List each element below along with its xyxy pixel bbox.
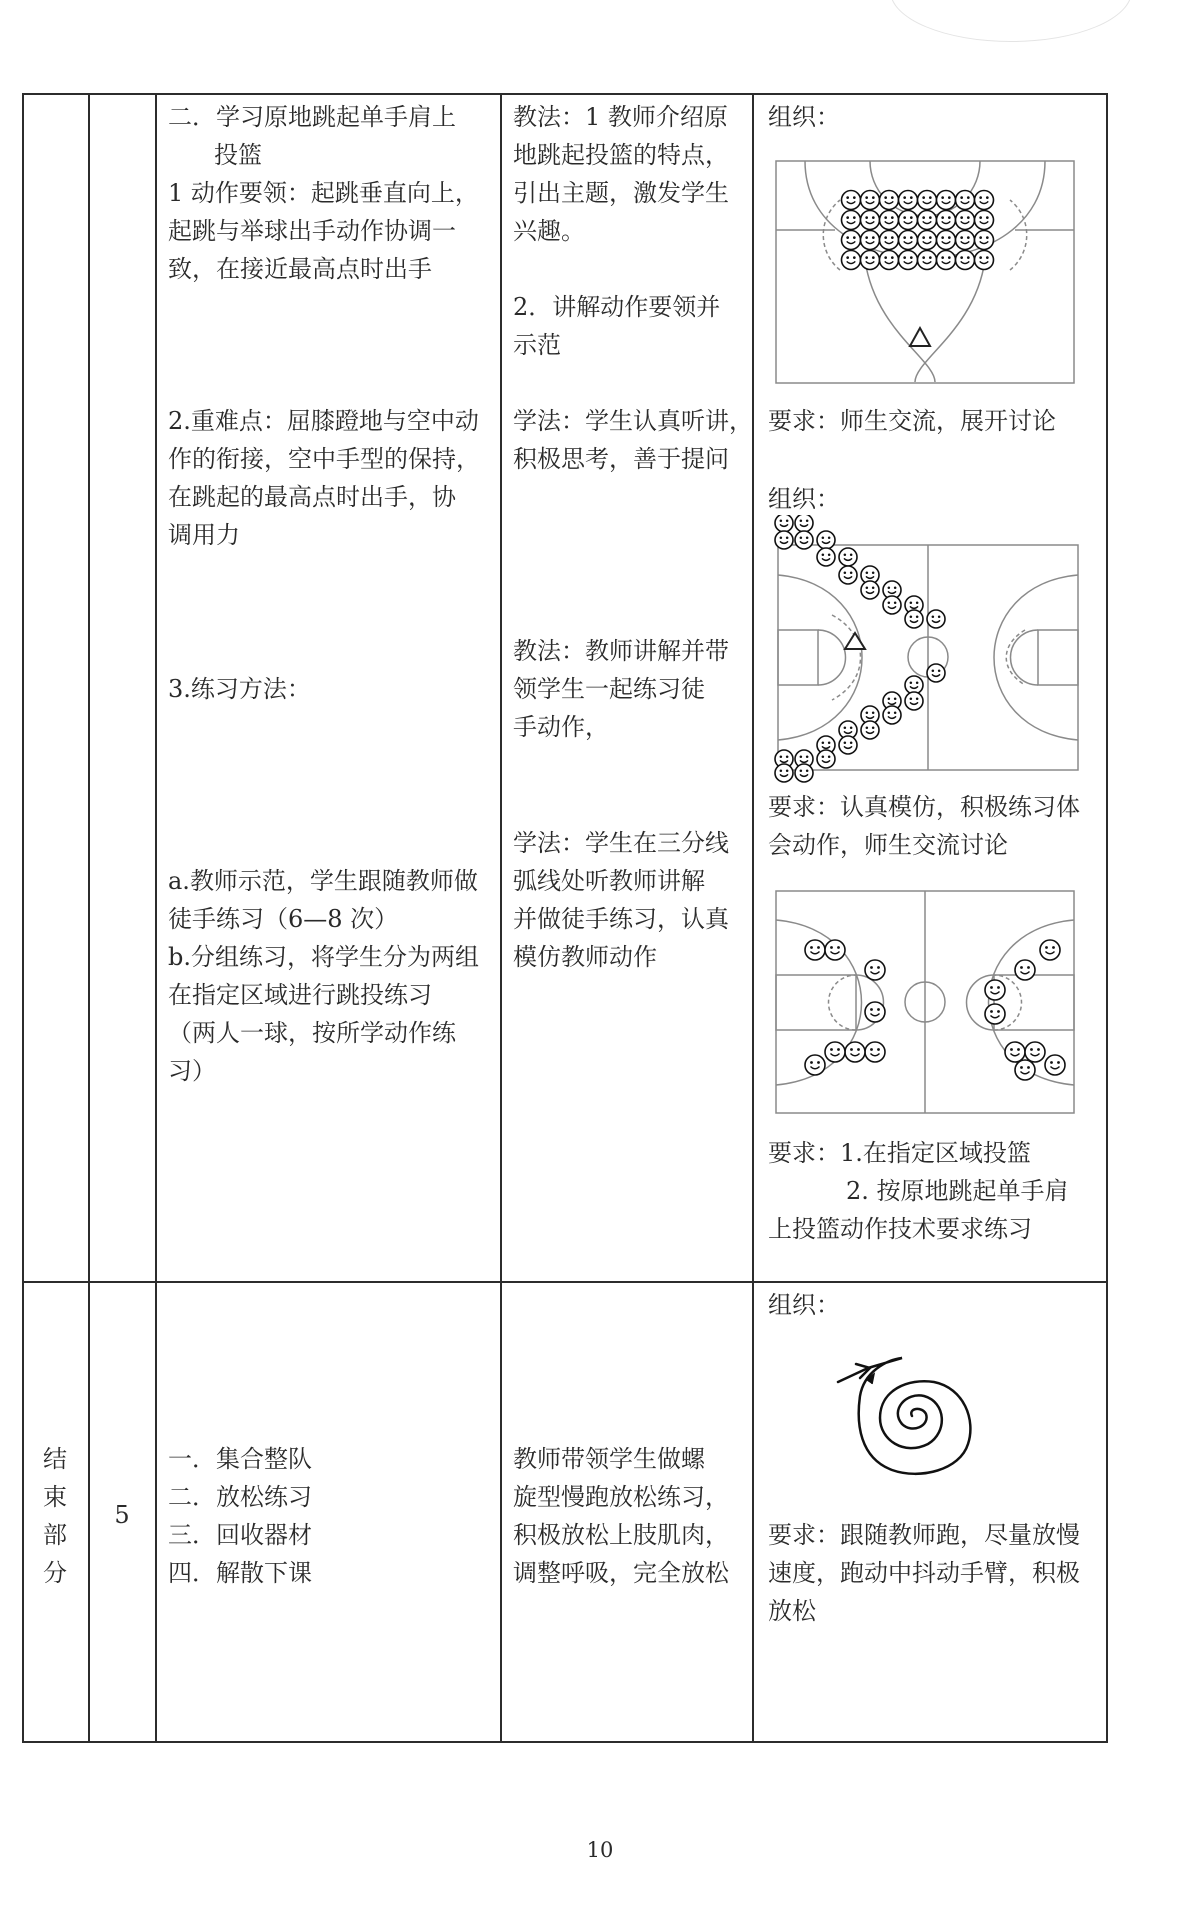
student-face-icon — [861, 231, 880, 250]
method-line: 弧线处听教师讲解 — [513, 867, 705, 895]
key-area — [776, 975, 856, 1030]
lesson-title: 二．学习原地跳起单手肩上 — [168, 103, 456, 131]
student-face-icon — [861, 581, 879, 599]
student-face-icon — [956, 191, 975, 210]
practice-line: 徒手练习（6—8 次） — [168, 905, 399, 933]
method-line: 积极放松上肢肌肉， — [513, 1521, 729, 1549]
spiral-path — [859, 1358, 971, 1474]
teacher-triangle-icon — [910, 328, 930, 346]
student-face-icon — [805, 1055, 825, 1075]
student-face-icon — [1005, 1042, 1025, 1062]
section-char: 结 — [43, 1445, 67, 1473]
student-face-icon — [1040, 940, 1060, 960]
keypoints-line: 2.重难点：屈膝蹬地与空中动 — [168, 407, 479, 435]
student-group — [842, 191, 994, 270]
student-face-icon — [865, 960, 885, 980]
student-face-icon — [905, 610, 923, 628]
practice-line: a.教师示范，学生跟随教师做 — [168, 867, 478, 895]
minutes-value: 5 — [114, 1501, 130, 1529]
table-top-border — [22, 93, 1108, 95]
student-face-icon — [842, 251, 861, 270]
student-face-icon — [861, 211, 880, 230]
student-face-icon — [1015, 960, 1035, 980]
method-line: 地跳起投篮的特点， — [513, 141, 729, 169]
practice-title: 3.练习方法： — [168, 675, 311, 703]
student-face-icon — [975, 211, 994, 230]
row-divider — [22, 1281, 1108, 1283]
org-label: 组织： — [768, 1291, 840, 1319]
practice-line: b.分组练习，将学生分为两组 — [168, 943, 479, 971]
essentials-line: 致，在接近最高点时出手 — [168, 255, 432, 283]
key-area — [994, 975, 1074, 1030]
col-border — [88, 93, 90, 1743]
background-arc — [890, 0, 1132, 42]
student-face-icon — [795, 515, 813, 532]
closing-item: 一．集合整队 — [168, 1445, 312, 1473]
page-number: 10 — [586, 1838, 614, 1862]
teacher-triangle-icon — [845, 633, 865, 649]
dashed-arc — [1010, 200, 1027, 270]
student-face-icon — [918, 191, 937, 210]
dashed-arc — [1006, 630, 1025, 685]
method-line: 学法：学生在三分线 — [513, 829, 729, 857]
student-face-icon — [918, 231, 937, 250]
lesson-title-cont: 投篮 — [214, 141, 262, 169]
student-face-icon — [899, 191, 918, 210]
court-diagram-3 — [775, 890, 1077, 1120]
requirement-text: 要求：跟随教师跑，尽量放慢 — [768, 1521, 1080, 1549]
method-line: 手动作， — [513, 713, 609, 741]
keypoints-line: 调用力 — [168, 521, 240, 549]
section-char: 部 — [43, 1521, 67, 1549]
student-face-icon — [937, 251, 956, 270]
student-face-icon — [1025, 1042, 1045, 1062]
practice-line: 习） — [168, 1057, 216, 1085]
student-face-icon — [880, 191, 899, 210]
student-face-icon — [937, 231, 956, 250]
student-face-icon — [880, 251, 899, 270]
student-face-icon — [918, 211, 937, 230]
method-line: 并做徒手练习，认真 — [513, 905, 729, 933]
student-face-icon — [899, 251, 918, 270]
section-char: 分 — [43, 1559, 67, 1587]
dashed-arc — [829, 975, 857, 1030]
requirement-text: 要求：师生交流，展开讨论 — [768, 407, 1056, 435]
requirement-text: 上投篮动作技术要求练习 — [768, 1215, 1032, 1243]
student-face-icon — [817, 750, 835, 768]
requirement-text: 速度，跑动中抖动手臂，积极 — [768, 1559, 1080, 1587]
student-face-icon — [817, 548, 835, 566]
court-diagram-2 — [770, 515, 1080, 785]
court-diagram-1 — [775, 160, 1075, 386]
student-face-icon — [817, 531, 835, 549]
student-face-icon — [880, 211, 899, 230]
student-face-icon — [1045, 1055, 1065, 1075]
method-line: 教法：教师讲解并带 — [513, 637, 729, 665]
student-face-icon — [865, 1042, 885, 1062]
method-line: 模仿教师动作 — [513, 943, 657, 971]
col-border — [22, 93, 24, 1743]
requirement-text: 要求：1.在指定区域投篮 — [768, 1139, 1031, 1167]
student-face-icon — [927, 664, 945, 682]
org-label: 组织： — [768, 485, 840, 513]
student-face-icon — [883, 706, 901, 724]
student-face-icon — [956, 231, 975, 250]
method-line: 调整呼吸，完全放松 — [513, 1559, 729, 1587]
closing-item: 四．解散下课 — [168, 1559, 312, 1587]
student-face-icon — [839, 736, 857, 754]
free-throw-arc — [818, 630, 846, 685]
closing-item: 三．回收器材 — [168, 1521, 312, 1549]
practice-line: （两人一球，按所学动作练 — [168, 1019, 456, 1047]
student-face-icon — [899, 231, 918, 250]
student-face-icon — [839, 566, 857, 584]
student-face-icon — [825, 1042, 845, 1062]
keypoints-line: 作的衔接，空中手型的保持， — [168, 445, 480, 473]
student-face-icon — [861, 721, 879, 739]
student-face-icon — [795, 764, 813, 782]
method-line: 教师带领学生做螺 — [513, 1445, 705, 1473]
method-line: 2．讲解动作要领并 — [513, 293, 721, 321]
method-line: 积极思考，善于提问 — [513, 445, 729, 473]
student-face-icon — [775, 764, 793, 782]
student-face-icon — [905, 692, 923, 710]
method-line: 旋型慢跑放松练习， — [513, 1483, 729, 1511]
col-border — [1106, 93, 1108, 1743]
student-face-icon — [880, 231, 899, 250]
student-face-icon — [937, 191, 956, 210]
student-face-icon — [927, 610, 945, 628]
closing-item: 二．放松练习 — [168, 1483, 312, 1511]
col-border — [752, 93, 754, 1743]
col-border — [155, 93, 157, 1743]
table-bottom-border — [22, 1741, 1108, 1743]
student-face-icon — [861, 251, 880, 270]
student-face-icon — [883, 596, 901, 614]
student-face-icon — [842, 231, 861, 250]
method-line: 领学生一起练习徒 — [513, 675, 705, 703]
student-face-icon — [899, 211, 918, 230]
essentials-line: 1 动作要领：起跳垂直向上， — [168, 179, 479, 207]
student-face-icon — [842, 211, 861, 230]
spiral-run-icon — [830, 1348, 990, 1478]
student-face-icon — [975, 191, 994, 210]
dashed-arc — [823, 200, 840, 270]
method-line: 示范 — [513, 331, 561, 359]
student-face-icon — [956, 251, 975, 270]
requirement-text: 会动作，师生交流讨论 — [768, 831, 1008, 859]
student-face-icon — [918, 251, 937, 270]
student-group — [805, 940, 1065, 1080]
student-face-icon — [865, 1002, 885, 1022]
student-face-icon — [839, 548, 857, 566]
student-face-icon — [985, 980, 1005, 1000]
key-area — [1038, 630, 1078, 685]
student-face-icon — [775, 531, 793, 549]
practice-line: 在指定区域进行跳投练习 — [168, 981, 432, 1009]
requirement-text: 放松 — [768, 1597, 816, 1625]
keypoints-line: 在跳起的最高点时出手，协 — [168, 483, 456, 511]
student-face-icon — [775, 515, 793, 532]
student-face-icon — [805, 940, 825, 960]
key-area — [778, 630, 818, 685]
student-face-icon — [795, 531, 813, 549]
student-face-icon — [985, 1004, 1005, 1024]
student-face-icon — [975, 231, 994, 250]
essentials-line: 起跳与举球出手动作协调一 — [168, 217, 456, 245]
student-face-icon — [1015, 1060, 1035, 1080]
three-point-arc — [994, 575, 1078, 740]
student-face-icon — [861, 191, 880, 210]
student-face-icon — [975, 251, 994, 270]
student-face-icon — [956, 211, 975, 230]
col-border — [500, 93, 502, 1743]
method-line: 学法：学生认真听讲， — [513, 407, 753, 435]
student-face-icon — [937, 211, 956, 230]
requirement-text: 2. 按原地跳起单手肩 — [846, 1177, 1069, 1205]
three-point-arc — [778, 575, 862, 740]
student-face-icon — [842, 191, 861, 210]
requirement-text: 要求：认真模仿，积极练习体 — [768, 793, 1080, 821]
method-line: 教法：1 教师介绍原 — [513, 103, 728, 131]
student-face-icon — [845, 1042, 865, 1062]
org-label: 组织： — [768, 103, 840, 131]
section-char: 束 — [43, 1483, 67, 1511]
method-line: 引出主题，激发学生 — [513, 179, 729, 207]
method-line: 兴趣。 — [513, 217, 585, 245]
student-face-icon — [825, 940, 845, 960]
